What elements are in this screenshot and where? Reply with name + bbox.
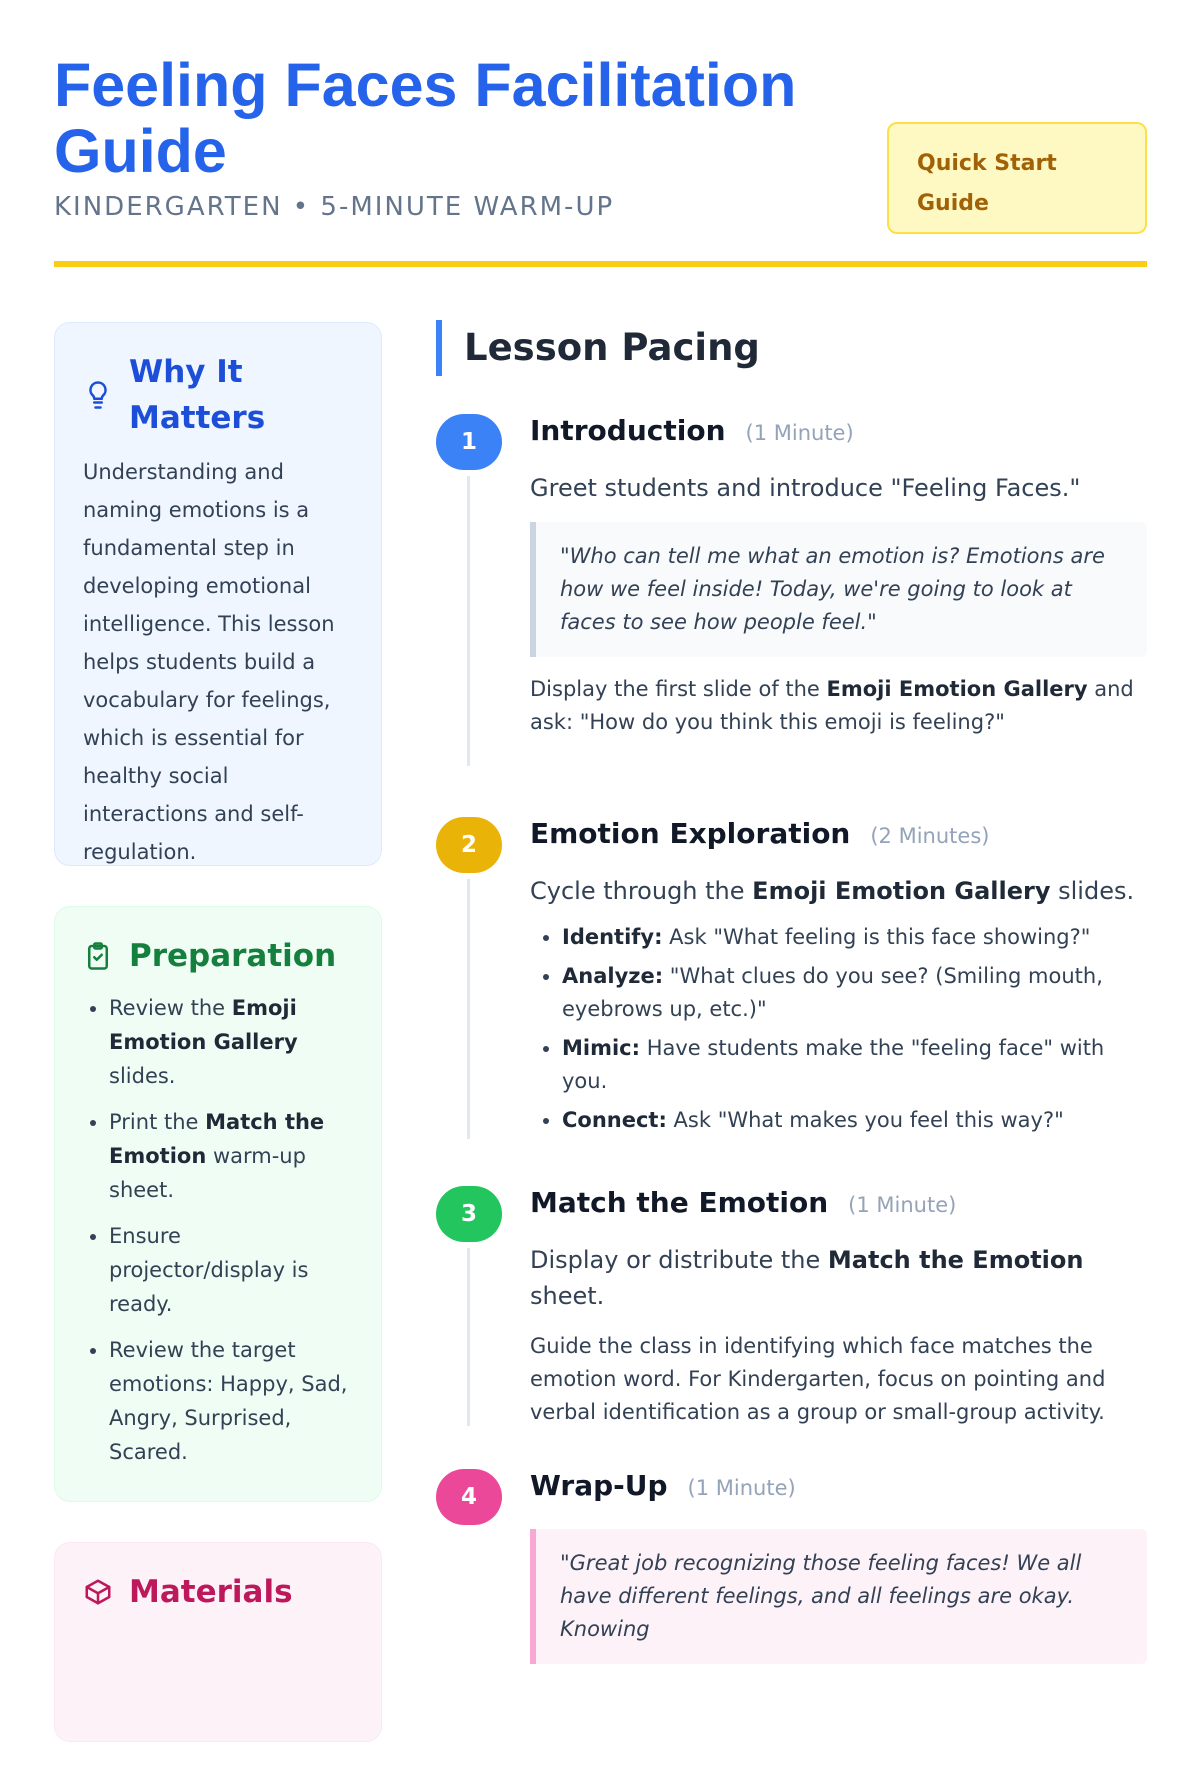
step-bullets: [530, 921, 1147, 1137]
lightbulb-icon: [83, 380, 113, 410]
prep-item-text: Review the target emotions: Happy, Sad, Angry, Surprised, Scared.: [109, 1338, 348, 1464]
step-lead: [530, 873, 1147, 909]
prep-item-bold: Emoji Emotion Gallery: [109, 996, 298, 1054]
list-item: [562, 1104, 1147, 1137]
list-item: [109, 1219, 355, 1321]
bullet-label: Analyze:: [562, 964, 664, 988]
step-duration: (2 Minutes): [870, 824, 990, 848]
list-item: [109, 991, 355, 1093]
why-it-matters-card: [54, 322, 382, 866]
why-card-text: Understanding and naming emotions is a fundamental step in developing emotional intelligence. This lesson helps students build a vocabulary for feelings, which is essential for healthy social interactions and self-regulation.: [83, 460, 335, 864]
step-lead-bold: Match the Emotion: [827, 1246, 1084, 1274]
list-item: [562, 1032, 1147, 1098]
prep-item-text: Ensure projector/display is ready.: [109, 1224, 309, 1316]
step-header: [530, 1186, 1147, 1230]
step-lead-part: sheet.: [530, 1282, 605, 1310]
section-title: Lesson Pacing: [436, 320, 1147, 376]
step-duration: (1 Minute): [745, 421, 854, 445]
step-body: [530, 1186, 1147, 1429]
step-header: [530, 414, 1147, 458]
list-item: [562, 921, 1147, 954]
bullet-text: Ask "What feeling is this face showing?": [662, 925, 1091, 949]
step-header: [530, 1469, 1147, 1513]
step-number-badge: 2: [436, 817, 502, 873]
materials-card-header: [83, 1569, 355, 1615]
step-body: [530, 817, 1147, 1143]
timeline-line: [467, 879, 470, 1139]
step-text-part: Display the first slide of the: [530, 677, 827, 701]
materials-card-title: Materials: [129, 1574, 293, 1610]
box-icon: [83, 1577, 113, 1607]
step-header: [530, 817, 1147, 861]
step-lead-part: Cycle through the: [530, 877, 753, 905]
step-title: Wrap-Up: [530, 1469, 668, 1502]
step-number-badge: 3: [436, 1186, 502, 1242]
prep-item-text: warm-up sheet.: [109, 1144, 306, 1202]
list-item: [562, 960, 1147, 1026]
step-duration: (1 Minute): [848, 1193, 957, 1217]
prep-card-header: [83, 933, 355, 979]
bullet-text: "What clues do you see? (Smiling mouth, eyebrows up, etc.)": [562, 964, 1103, 1021]
page-title: Feeling Faces Facilitation Guide: [54, 51, 797, 185]
materials-card: [54, 1542, 382, 1742]
bullet-label: Connect:: [562, 1108, 667, 1132]
script-quote: "Great job recognizing those feeling faces! We all have different feelings, and all feelings are okay. Knowing: [530, 1529, 1147, 1664]
step-number-badge: 4: [436, 1469, 502, 1525]
header-divider: [54, 261, 1147, 267]
lesson-pacing: [436, 320, 1147, 1641]
bullet-text: Ask "What makes you feel this way?": [666, 1108, 1064, 1132]
step-title: Introduction: [530, 414, 726, 447]
preparation-card: [54, 906, 382, 1502]
step-title: Match the Emotion: [530, 1186, 829, 1219]
list-item: [109, 1333, 355, 1469]
prep-item-text: Review the: [109, 996, 232, 1020]
prep-card-title: Preparation: [129, 938, 337, 974]
step-body: [530, 414, 1147, 739]
step-lead-bold: Emoji Emotion Gallery: [752, 877, 1051, 905]
step-text-bold: Emoji Emotion Gallery: [826, 677, 1088, 701]
prep-item-text: Print the: [109, 1110, 206, 1134]
quick-start-badge: Quick Start Guide: [887, 122, 1147, 234]
step-text: [530, 673, 1147, 739]
page-header: [54, 52, 1147, 268]
step-lead: Greet students and introduce "Feeling Faces.": [530, 474, 1081, 502]
step-lead-part: slides.: [1050, 877, 1135, 905]
step-lead: [530, 1242, 1147, 1314]
step-text-part: and ask: "How do you think this emoji is feeling?": [530, 677, 1134, 734]
prep-item-bold: Match the Emotion: [109, 1110, 325, 1168]
timeline-line: [467, 1248, 470, 1426]
step-duration: (1 Minute): [687, 1476, 796, 1500]
why-card-header: [83, 349, 355, 441]
step-text: Guide the class in identifying which face matches the emotion word. For Kindergarten, focus on pointing and verbal identification as a group or small-group activity.: [530, 1334, 1106, 1424]
step-body: [530, 1469, 1147, 1664]
list-item: [109, 1105, 355, 1207]
step-lead-part: Display or distribute the: [530, 1246, 828, 1274]
step-title: Emotion Exploration: [530, 817, 851, 850]
page-subtitle: KINDERGARTEN • 5-MINUTE WARM-UP: [54, 192, 615, 222]
prep-item-text: slides.: [109, 1064, 176, 1088]
bullet-label: Mimic:: [562, 1036, 641, 1060]
bullet-text: Have students make the "feeling face" with you.: [562, 1036, 1105, 1093]
script-quote: "Who can tell me what an emotion is? Emotions are how we feel inside! Today, we're going to look at faces to see how people feel.": [530, 522, 1147, 657]
bullet-label: Identify:: [562, 925, 663, 949]
timeline-line: [467, 476, 470, 766]
why-card-title: Why It Matters: [129, 354, 266, 436]
sidebar: [54, 322, 382, 1782]
prep-list: [83, 991, 355, 1469]
step-number-badge: 1: [436, 414, 502, 470]
clipboard-check-icon: [83, 941, 113, 971]
